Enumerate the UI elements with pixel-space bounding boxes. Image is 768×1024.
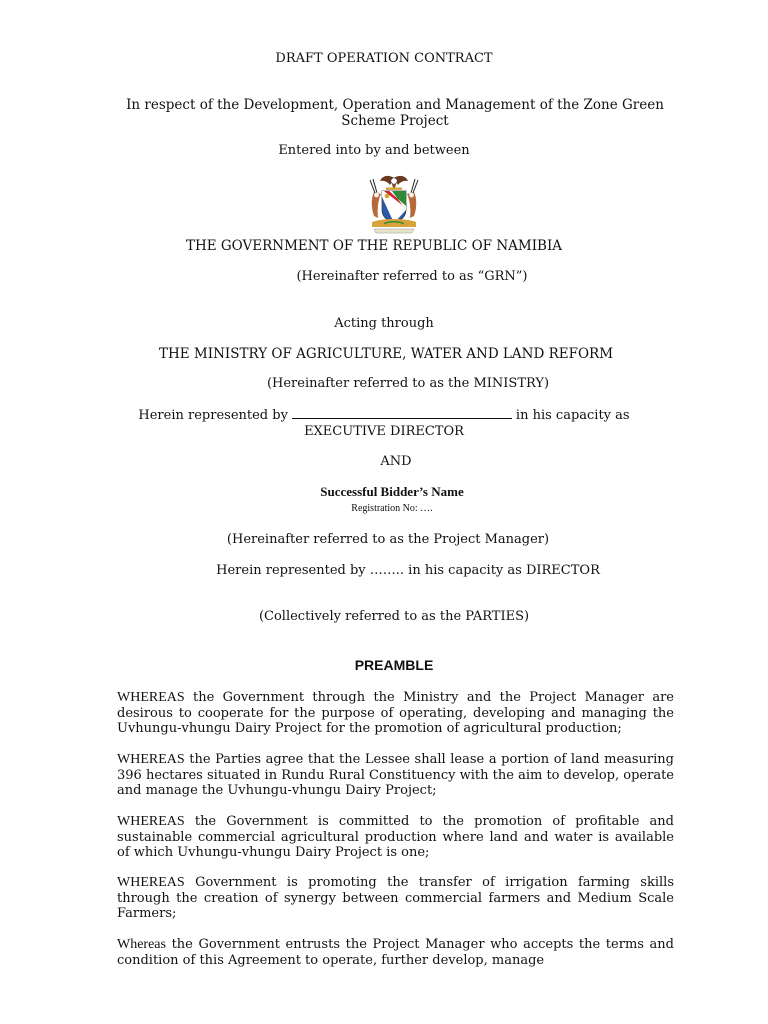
parties-reference: (Collectively referred to as the PARTIES) — [258, 609, 530, 624]
represented-role: EXECUTIVE DIRECTOR — [304, 424, 464, 439]
preamble-clause — [117, 937, 674, 968]
preamble-clause — [117, 875, 674, 922]
clause-text: the Parties agree that the Lessee shall lease a portion of land measuring 396 hectares situated in Rundu Rural Constituency with the aim to develop, operate and manage the Uvhungu-vhungu Dairy Project; — [117, 752, 674, 798]
contract-subtitle: In respect of the Development, Operation and Management of the Zone Green Scheme Project — [126, 97, 664, 129]
entered-into-text: Entered into by and between — [278, 143, 470, 158]
namibia-coat-of-arms-icon — [362, 172, 426, 236]
signature-blank-line — [292, 407, 512, 419]
represented-suffix: in his capacity as — [515, 408, 630, 423]
preamble-clause — [117, 752, 674, 799]
clause-keyword: WHEREAS — [117, 875, 185, 890]
clause-keyword: Whereas — [117, 937, 166, 952]
preamble-clause — [117, 690, 674, 737]
represented-prefix: Herein represented by — [138, 408, 288, 423]
ministry-name: THE MINISTRY OF AGRICULTURE, WATER AND LAND REFORM — [158, 346, 614, 362]
and-separator: AND — [380, 454, 412, 469]
clause-text: the Government through the Ministry and the Project Manager are desirous to cooperate for the purpose of operating, developing and managing the Uvhungu-vhungu Dairy Project for the promotion of agricultural production; — [117, 690, 674, 736]
ministry-reference: (Hereinafter referred to as the MINISTRY) — [266, 376, 550, 391]
clause-text: the Government entrusts the Project Manager who accepts the terms and condition of this Agreement to operate, further develop, manage — [117, 937, 674, 968]
clause-text: the Government is committed to the promotion of profitable and sustainable commercial agricultural production where land and water is available of which Uvhungu-vhungu Dairy Project is one; — [117, 814, 674, 860]
grn-reference: (Hereinafter referred to as “GRN”) — [296, 269, 528, 284]
clause-keyword: WHEREAS — [117, 690, 185, 705]
project-manager-reference: (Hereinafter referred to as the Project Manager) — [226, 532, 550, 547]
acting-through-text: Acting through — [334, 316, 434, 331]
preamble-clause — [117, 814, 674, 861]
ministry-representation — [0, 407, 768, 440]
clause-keyword: WHEREAS — [117, 814, 185, 829]
clause-text: Government is promoting the transfer of irrigation farming skills through the creation of synergy between commercial farmers and Medium Scale Farmers; — [117, 875, 674, 921]
grn-party-name: THE GOVERNMENT OF THE REPUBLIC OF NAMIBIA — [185, 238, 563, 254]
project-manager-representation: Herein represented by …….. in his capacity as DIRECTOR — [216, 563, 600, 578]
registration-number: Registration No: …. — [351, 503, 433, 514]
contract-title: DRAFT OPERATION CONTRACT — [275, 51, 493, 66]
preamble-heading: PREAMBLE — [354, 657, 434, 673]
bidder-name: Successful Bidder’s Name — [320, 484, 464, 499]
clause-keyword: WHEREAS — [117, 752, 185, 767]
